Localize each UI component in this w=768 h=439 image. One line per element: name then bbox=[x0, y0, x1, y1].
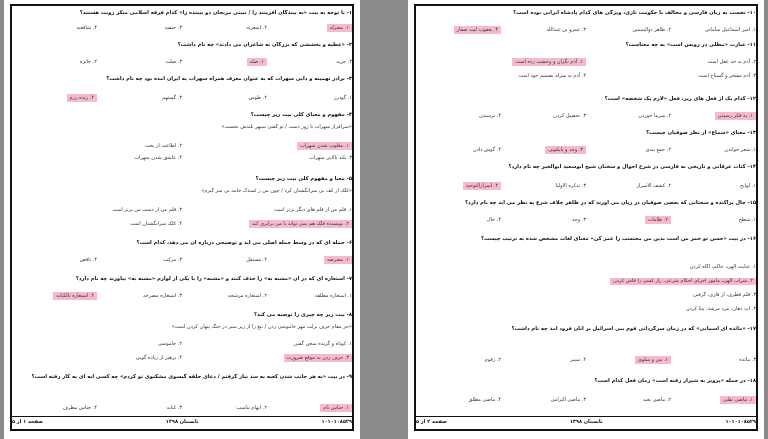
option[interactable]: ۴. ناقص bbox=[79, 257, 97, 263]
option[interactable]: ۲. استعاره مرشحه bbox=[227, 293, 267, 299]
options-row bbox=[12, 142, 352, 150]
question-14: ۱۴- کتاب عرفانی و تاریخی به فارسی در شرح احوال و سخنان شیخ ابوسعید ابوالخیر چه نام دارد؟ bbox=[508, 164, 756, 170]
option[interactable]: ۳. تذکره الاولیا bbox=[555, 183, 586, 189]
options-row bbox=[12, 220, 352, 228]
options-row bbox=[416, 356, 756, 364]
options-row bbox=[416, 58, 756, 66]
option[interactable]: ۲. کشف الاسرار bbox=[636, 183, 671, 189]
option[interactable]: ۱. کوتاه و گزیده سخن گفتن bbox=[293, 341, 352, 347]
question-5: ۵- معنا و مفهوم کلی بیت زیر چیست؟ bbox=[255, 176, 352, 182]
option[interactable]: ۳. آدم مفتخر و گستاخ است bbox=[698, 73, 756, 79]
option[interactable]: ۲. مستقل bbox=[246, 257, 267, 263]
option[interactable]: ۳. وجد و پایکوبی bbox=[501, 146, 586, 154]
option[interactable]: ۳. تحصیل کردن bbox=[553, 113, 586, 119]
option[interactable]: ۴. جناس مطرف bbox=[62, 405, 97, 411]
options-row bbox=[12, 354, 352, 362]
option[interactable]: ۱. عنایت الهی، حاکم، آگاه کردن bbox=[689, 264, 756, 270]
question-17: ۱۷- «مائده ای آسمانی» که در زمان سرگردانی قوم بنی اسرائیل بر آنان فرود آمد چه نام داشت؟ bbox=[511, 326, 756, 332]
page-footer bbox=[12, 416, 352, 427]
options-row bbox=[12, 94, 352, 102]
question-13: ۱۳- معنای «سماع» از نظر صوفیان چیست؟ bbox=[646, 130, 756, 136]
option[interactable]: ۴. یعقوب لیث صفار bbox=[416, 26, 501, 34]
question-3: ۳- برادر تهمینه و دایی سهراب که به عنوان معرف همراه سهراب به ایران آمده بود چه نام داشت؟ bbox=[106, 76, 352, 82]
option[interactable]: ۳. قلم من از دست من برتر است bbox=[112, 207, 182, 213]
verse: «حز مقام حرف برلب مهر خاموشی زدن / تیغ را از زیر سپر در جنگ پنهان کردن است» bbox=[171, 324, 352, 330]
question-18: ۱۸- در جمله «پرویز به شیراز رفته است» زمان فعل کدام است؟ bbox=[594, 378, 756, 384]
option[interactable]: ۱. قلم من از قلم های دیگر برتر است bbox=[273, 207, 352, 213]
question-12: ۱۲- کدام یک از فعل های زیر، فعل «لازم یک شخصه» است؟ bbox=[604, 96, 756, 102]
options-row bbox=[416, 216, 756, 224]
option[interactable]: ۴. کلک سرانگشتان است bbox=[130, 221, 182, 227]
option[interactable]: ۱. معتزله bbox=[267, 24, 352, 32]
option[interactable]: ۲. ایهام تناسب bbox=[236, 405, 267, 411]
options-row bbox=[12, 340, 352, 348]
option[interactable]: ۴. گوش دادن bbox=[472, 147, 501, 153]
option[interactable]: ۲. شراب الهی، مامور اجرای احکام شرعی، راز کسی را فاش کردن bbox=[416, 278, 756, 285]
verse: «سرافراز سهراب با زور دست / تو گفتی سپهر بلندش بخست» bbox=[221, 124, 352, 130]
option[interactable]: ۴. عاشق شدن سهراب bbox=[134, 155, 182, 161]
page-number: صفحه ۱ از ۵ bbox=[12, 419, 44, 425]
option[interactable]: ۱. من و سلوی bbox=[586, 356, 671, 364]
options-row bbox=[12, 292, 352, 300]
question-16: ۱۶- در بیت «حسن تو خمر من است بدین من محتسب را غمز کن» معنای لغات مشخص شده به ترتیب چیست؟ bbox=[480, 236, 756, 242]
option[interactable]: ۱. معترضه bbox=[267, 256, 352, 264]
option[interactable]: ۴. شافعیه bbox=[76, 25, 97, 31]
option[interactable]: ۱. شطح bbox=[738, 217, 756, 223]
page-1 bbox=[4, 0, 360, 439]
option[interactable]: ۲. طوس bbox=[248, 95, 267, 101]
question-4: ۴- مفهوم و معنای کلی بیت زیر چیست؟ bbox=[250, 112, 352, 118]
option[interactable]: ۳. حرف زدن به موقع ضرورت bbox=[182, 354, 352, 362]
option[interactable]: ۳. مائده bbox=[739, 357, 756, 363]
option[interactable]: ۳. قلم قطری، از قاری، گرفتن bbox=[693, 292, 756, 298]
options-row bbox=[416, 146, 756, 154]
question-2: ۲- «عطیه و بخششی که بزرگان به شاعران می دادند» چه نام داشت؟ bbox=[177, 42, 352, 48]
option[interactable]: ۳. کنایه bbox=[166, 405, 182, 411]
option[interactable]: ۴. ماضی مطلق bbox=[468, 397, 501, 403]
option[interactable]: ۲. خاموشی bbox=[157, 341, 182, 347]
option[interactable]: ۱. مغلوب شدن سهراب bbox=[182, 142, 352, 150]
option[interactable]: ۴. پرهیز از زیاده گویی bbox=[135, 355, 182, 361]
exam-date: تابستان ۱۳۹۸ bbox=[569, 419, 603, 425]
option[interactable]: ۲. اطاعت از بخت bbox=[144, 143, 182, 149]
option[interactable]: ۳. حنفیه bbox=[164, 25, 182, 31]
question-10: ۱۰- نخست به زبان فارسی و مخالف با حکومت تازی، ویژگی های کدام پادشاه ایرانی بوده است؟ bbox=[513, 10, 756, 16]
option[interactable]: ۱. جناس تام bbox=[267, 404, 352, 412]
option[interactable]: ۲. سرما خوردن bbox=[638, 113, 671, 119]
question-7: ۷- استعاره ای که در آن «مشبه به» را حذف کنند و «مشبه» را با یکی از لوازم «مشبه به» بیاورند چه نام دارد؟ bbox=[75, 276, 352, 282]
option[interactable]: ۴. سیبر bbox=[570, 357, 586, 363]
exam-code: ۱۰۱۰۱۰۸۵۲۹ bbox=[321, 419, 352, 425]
question-15: ۱۵- حال پراکنده و سختانی که بعضی صوفیان در زبان می آورند که در ظاهر خلاف شرع به نظر می آید چه نام دارد؟ bbox=[465, 200, 756, 206]
option[interactable]: ۳. بلند بالایی سهراب bbox=[309, 155, 352, 161]
option[interactable]: ۴. استعاره بالکنایه bbox=[12, 292, 97, 300]
option[interactable]: ۱. لوایح bbox=[740, 183, 756, 189]
options-row bbox=[416, 112, 756, 120]
option[interactable]: ۳. عمرو بن عبدالله bbox=[546, 27, 586, 33]
question-9: ۹- در بیت «به هر جانب شدن کعبه به سد نیاز گرفتم / دعای حلقه گیسوی مشکبوی تو کردم» چه کسی آیه ای به کار رفته است؟ bbox=[31, 374, 352, 380]
question-8: ۸- بیت زیر چه چیزی را توصیه می کند؟ bbox=[253, 312, 352, 318]
option[interactable]: ۴. ترسیدن bbox=[478, 113, 501, 119]
options-row bbox=[416, 26, 756, 34]
option[interactable]: ۴. آب دهان، مرد مرشد، بینا کردن bbox=[685, 306, 756, 312]
page-2 bbox=[408, 0, 764, 439]
verse: «کلک از کف بی سرانگشتان کرد / چون من ز کمندک خامه بی سر گیرم» bbox=[201, 188, 352, 194]
option[interactable]: ۲. اشعریه bbox=[246, 25, 267, 31]
option[interactable]: ۲. طاهر ذوالیمینین bbox=[632, 27, 671, 33]
option[interactable]: ۱. گودرز bbox=[334, 95, 352, 101]
exam-code: ۱۰۱۰۱۰۸۵۲۹ bbox=[725, 419, 756, 425]
page-footer bbox=[416, 416, 756, 427]
option[interactable]: ۲. طامات bbox=[586, 216, 671, 224]
option[interactable]: ۳. صلت bbox=[165, 59, 182, 65]
option[interactable]: ۱. شعر خواندن bbox=[724, 147, 756, 153]
option[interactable]: ۲. ماضی بعید bbox=[642, 397, 671, 403]
option[interactable]: ۴. آدم به منزله تصمیم خود است bbox=[518, 73, 586, 79]
option[interactable]: ۱. استعاره مطلقه bbox=[314, 293, 352, 299]
option[interactable]: ۴. اسرارالتوحید bbox=[416, 182, 501, 190]
question-11: ۱۱- عبارت «مطلی در روبس است» به چه معناست؟ bbox=[625, 42, 756, 48]
option[interactable]: ۳. وجد bbox=[572, 217, 586, 223]
option[interactable]: ۱. ماضی نقلی bbox=[671, 396, 756, 404]
options-row bbox=[416, 182, 756, 190]
page-number: صفحه ۲ از ۵ bbox=[416, 419, 448, 425]
option[interactable]: ۲. جمع بندی bbox=[645, 147, 671, 153]
option[interactable]: ۴. زنده رزم bbox=[12, 94, 97, 102]
option[interactable]: ۱. آدم نگران و وحشت زده است bbox=[416, 58, 586, 66]
option[interactable]: ۲. آدم به حد عقل است bbox=[707, 59, 756, 65]
option[interactable]: ۱. به فکر رسیدن bbox=[671, 112, 756, 120]
options-row bbox=[12, 404, 352, 412]
option[interactable]: ۲. جایزه bbox=[79, 59, 97, 65]
option[interactable]: ۲. زقوم bbox=[484, 357, 501, 363]
question-1: ۱- با توجه به بیت «به بیندگان آفرینند را / نبینی مرنجان دو بیننده را» کدام فرقه اسلامی منکر رویت هستند؟ bbox=[79, 10, 352, 16]
options-row bbox=[416, 72, 756, 80]
option[interactable]: ۲. نویسنده فلک هم نمی تواند با من برابری کند bbox=[182, 220, 352, 228]
option[interactable]: ۳. مرکب bbox=[163, 257, 182, 263]
option[interactable]: ۱. امیر اسماعیل سامانی bbox=[704, 27, 756, 33]
options-row bbox=[12, 58, 352, 66]
option[interactable]: ۳. استعاره مصرحه bbox=[142, 293, 182, 299]
option[interactable]: ۳. گستهم bbox=[162, 95, 182, 101]
option[interactable]: ۱. صله bbox=[182, 58, 267, 66]
options-row bbox=[12, 206, 352, 214]
exam-date: تابستان ۱۳۹۸ bbox=[165, 419, 199, 425]
question-6: ۶- جمله ای که در وسط جمله اصلی می آید و توضیحی درباره آن می دهد، کدام است؟ bbox=[136, 240, 352, 246]
options-row bbox=[12, 256, 352, 264]
option[interactable]: ۴. جزیه bbox=[336, 59, 352, 65]
option[interactable]: ۳. ماضی التزامی bbox=[550, 397, 586, 403]
page-frame bbox=[10, 4, 354, 431]
option[interactable]: ۴. حال bbox=[486, 217, 501, 223]
options-row bbox=[12, 154, 352, 162]
options-row bbox=[416, 396, 756, 404]
options-row bbox=[12, 24, 352, 32]
